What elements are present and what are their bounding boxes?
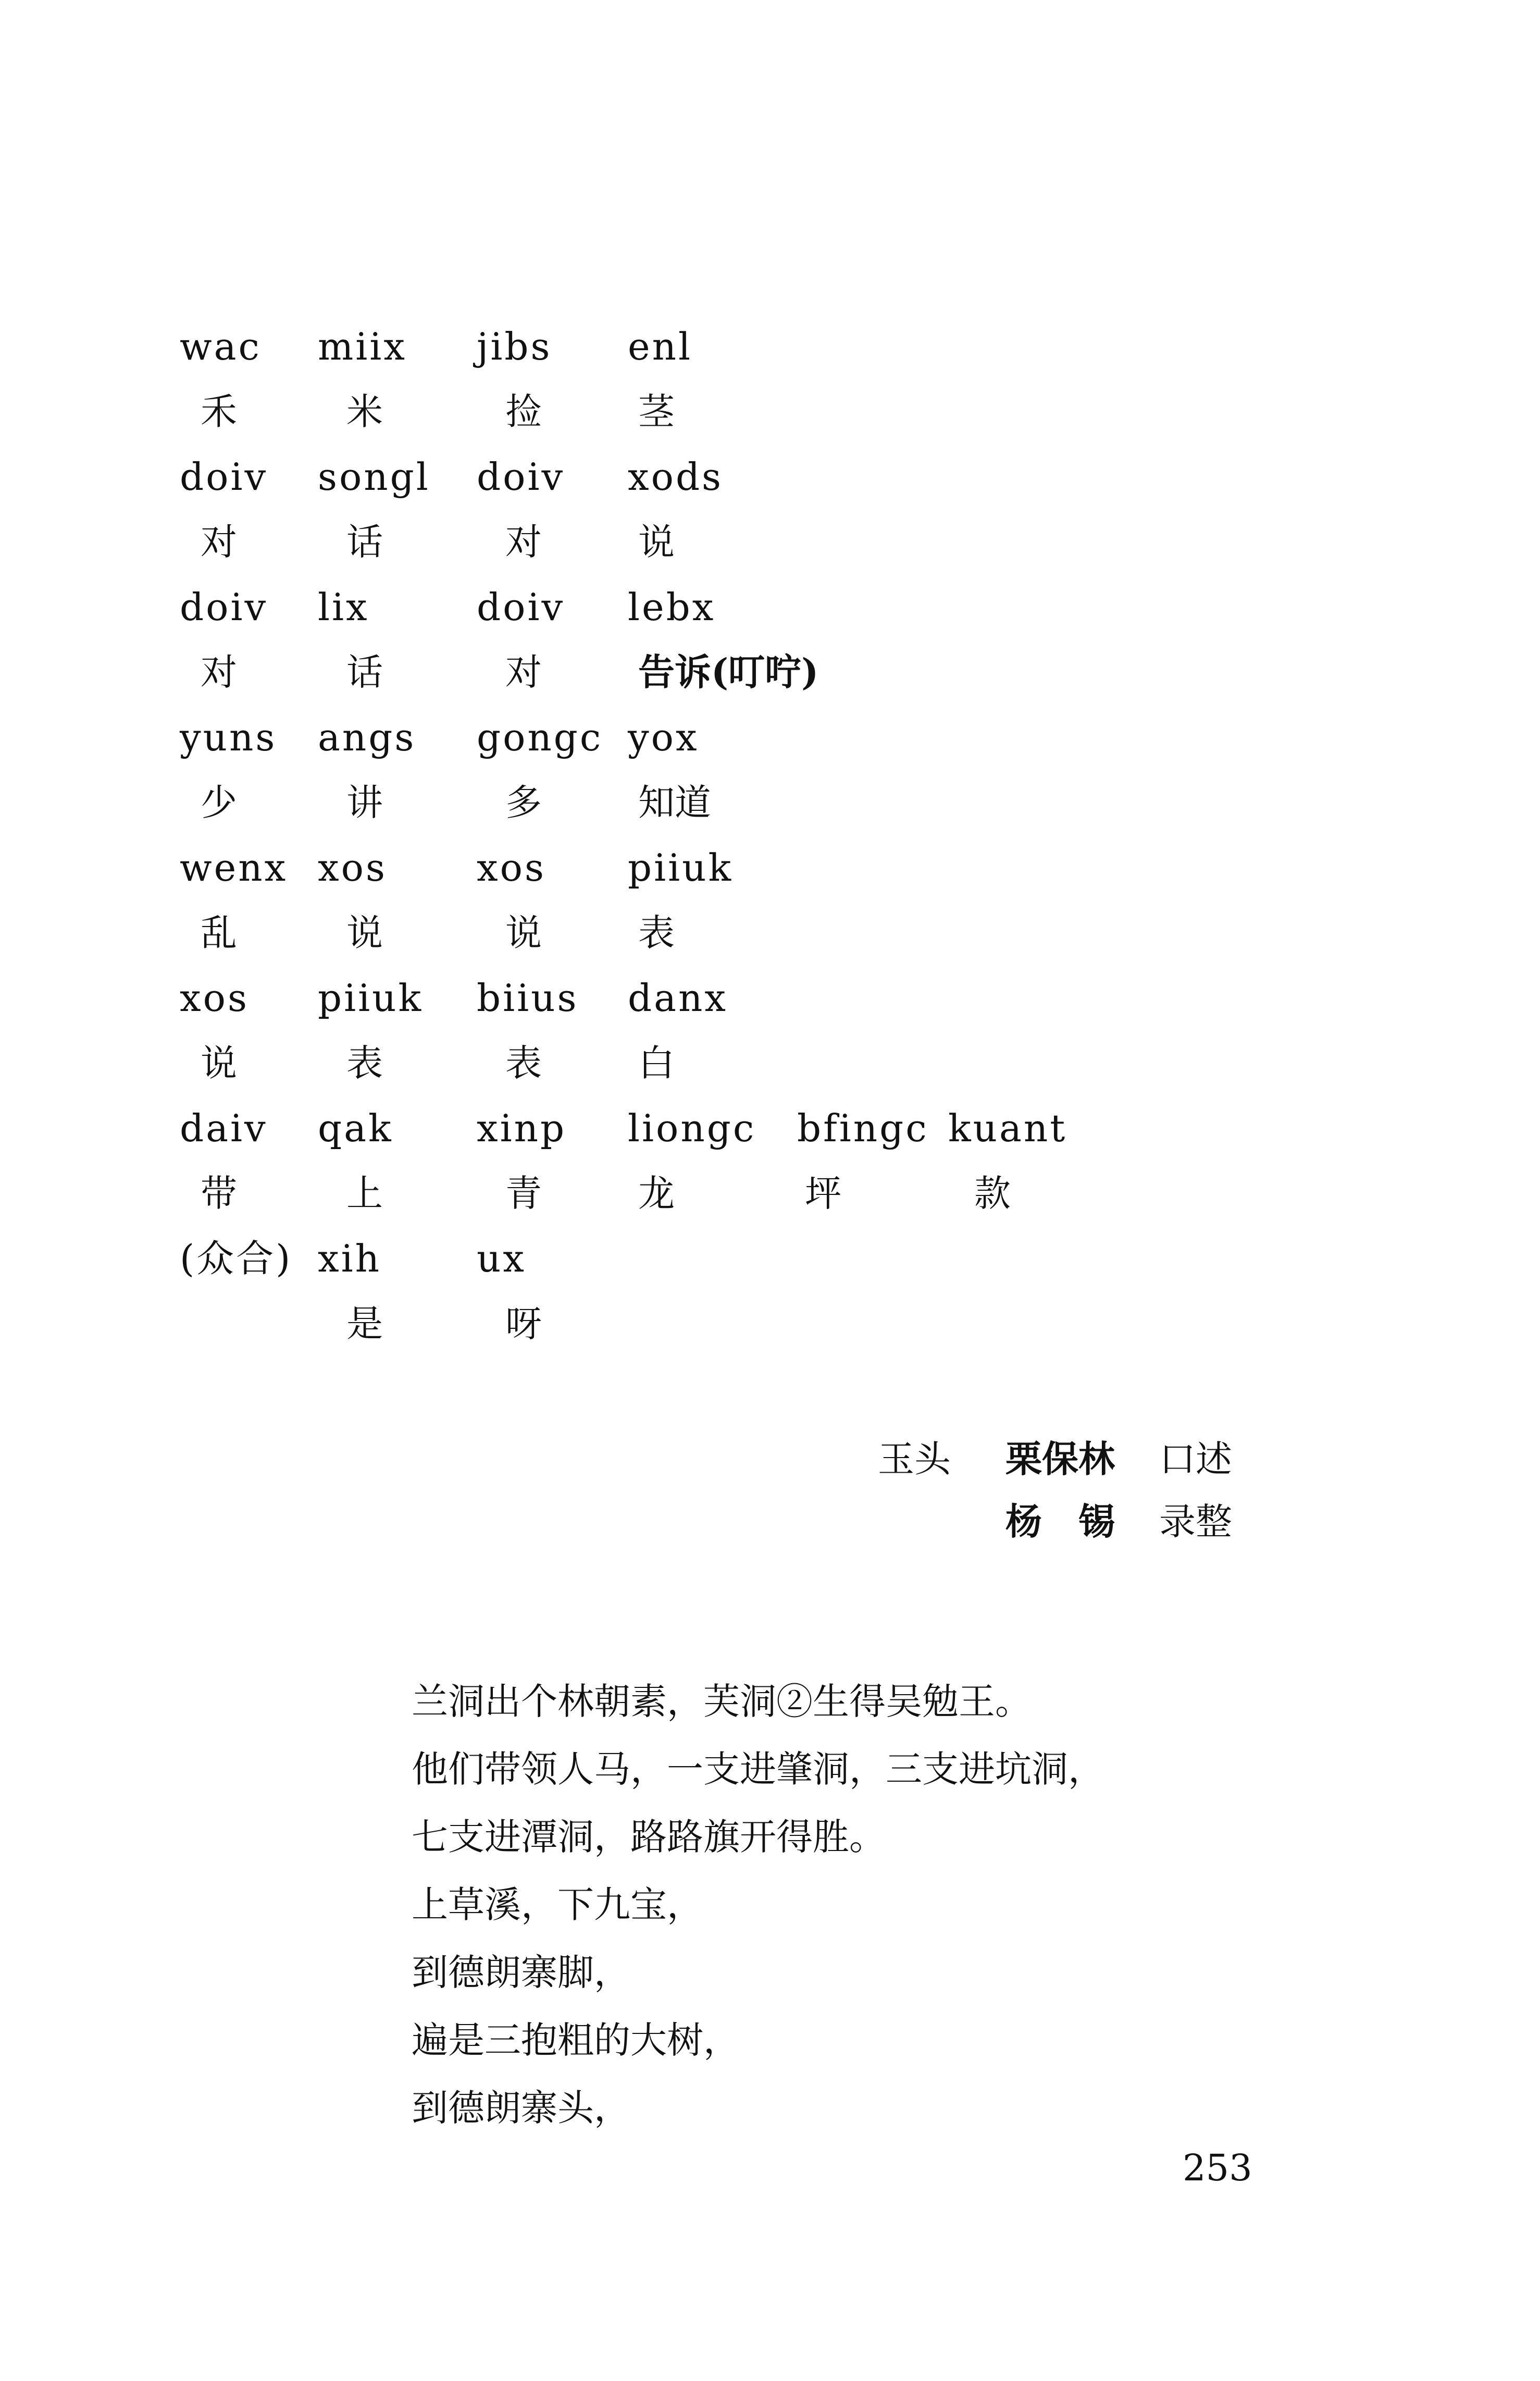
romanized-word: biius: [477, 976, 579, 1020]
gloss-word: 米: [346, 390, 383, 433]
romanized-word: (众合): [180, 1237, 293, 1280]
prose-line: 他们带领人马，一支进肇洞，三支进坑洞，: [412, 1748, 1104, 1791]
gloss-word: 知道: [638, 781, 711, 824]
prose-line: 上草溪，下九宝，: [412, 1883, 703, 1926]
romanized-word: kuant: [948, 1106, 1067, 1150]
gloss-word: 款: [974, 1172, 1011, 1215]
gloss-word: 表: [638, 911, 675, 954]
romanized-word: lebx: [628, 585, 716, 629]
romanized-word: gongc: [477, 715, 603, 759]
romanized-word: enl: [628, 325, 693, 368]
attribution-recorder: 杨 锡: [1005, 1500, 1115, 1543]
romanized-word: xos: [477, 846, 546, 890]
prose-line: 兰洞出个林朝素，芙洞②生得吴勉王。: [412, 1680, 1032, 1723]
romanized-line: [0, 318, 1540, 375]
gloss-word: 龙: [638, 1172, 675, 1215]
gloss-word: 捡: [505, 390, 542, 433]
romanized-line: [0, 969, 1540, 1027]
chinese-gloss-line: [0, 1165, 1540, 1222]
gloss-word: 话: [346, 651, 383, 694]
romanized-word: xos: [318, 846, 387, 890]
romanized-word: xods: [628, 455, 723, 499]
gloss-word: 对: [201, 651, 237, 694]
chinese-gloss-line: [0, 904, 1540, 961]
romanized-line: [0, 1230, 1540, 1287]
romanized-word: qak: [318, 1106, 393, 1150]
chinese-gloss-line: [0, 1034, 1540, 1092]
gloss-word: 表: [346, 1042, 383, 1084]
gloss-word: 说: [346, 911, 383, 954]
gloss-word: 多: [505, 781, 542, 824]
romanized-word: liongc: [628, 1106, 756, 1150]
romanized-word: wac: [180, 325, 262, 368]
gloss-word: 上: [346, 1172, 383, 1215]
chinese-gloss-line: [0, 513, 1540, 571]
romanized-word: xos: [180, 976, 249, 1020]
gloss-word: 禾: [201, 390, 237, 433]
attribution-narrator: 栗保林: [1005, 1437, 1115, 1481]
gloss-word: 坪: [805, 1172, 841, 1215]
gloss-word: 对: [505, 521, 542, 563]
romanized-line: [0, 709, 1540, 766]
prose-line: 遍是三抱粗的大树，: [412, 2019, 740, 2062]
romanized-line: [0, 1100, 1540, 1157]
romanized-line: [0, 839, 1540, 896]
gloss-word: 话: [346, 521, 383, 563]
romanized-word: doiv: [180, 455, 268, 499]
page-number: 253: [1183, 2146, 1252, 2189]
romanized-word: danx: [628, 976, 728, 1020]
gloss-word: 讲: [346, 781, 383, 824]
romanized-word: piiuk: [628, 846, 734, 890]
attribution-place: 玉头: [878, 1438, 951, 1481]
chinese-gloss-line: [0, 1295, 1540, 1352]
gloss-word: 说: [505, 911, 542, 954]
romanized-word: jibs: [477, 325, 552, 368]
romanized-word: bfingc: [797, 1106, 929, 1150]
gloss-word: 说: [201, 1042, 237, 1084]
gloss-word: 茎: [638, 390, 675, 433]
gloss-word: 少: [201, 781, 237, 824]
romanized-word: xinp: [477, 1106, 567, 1150]
gloss-word: 呀: [505, 1302, 542, 1345]
gloss-word: 对: [201, 521, 237, 563]
romanized-word: doiv: [477, 455, 565, 499]
romanized-word: songl: [318, 455, 430, 499]
romanized-line: [0, 578, 1540, 636]
chinese-gloss-line: [0, 644, 1540, 701]
romanized-line: [0, 448, 1540, 505]
romanized-word: lix: [318, 585, 369, 629]
romanized-word: daiv: [180, 1106, 268, 1150]
chinese-gloss-line: [0, 383, 1540, 440]
romanized-word: doiv: [477, 585, 565, 629]
gloss-word: 青: [505, 1172, 542, 1215]
romanized-word: xih: [318, 1237, 382, 1280]
romanized-word: yox: [628, 715, 699, 759]
gloss-word: 白: [638, 1042, 675, 1084]
attribution-narrator-role: 口述: [1159, 1438, 1232, 1481]
gloss-word: 告诉(叮咛): [638, 650, 819, 694]
romanized-word: doiv: [180, 585, 268, 629]
romanized-word: piiuk: [318, 976, 424, 1020]
gloss-word: 表: [505, 1042, 542, 1084]
romanized-word: angs: [318, 715, 416, 759]
romanized-word: yuns: [180, 715, 277, 759]
chinese-gloss-line: [0, 774, 1540, 831]
prose-line: 到德朗寨头，: [412, 2087, 630, 2129]
gloss-word: 说: [638, 521, 675, 563]
prose-line: 到德朗寨脚，: [412, 1951, 630, 1994]
romanized-word: miix: [318, 325, 407, 368]
romanized-word: ux: [477, 1237, 526, 1280]
prose-line: 七支进潭洞，路路旗开得胜。: [412, 1816, 886, 1858]
attribution-recorder-role: 录整: [1159, 1500, 1232, 1543]
gloss-word: 乱: [201, 911, 237, 954]
gloss-word: 是: [346, 1302, 383, 1345]
romanized-word: wenx: [180, 846, 288, 890]
gloss-word: 对: [505, 651, 542, 694]
gloss-word: 带: [201, 1172, 237, 1215]
